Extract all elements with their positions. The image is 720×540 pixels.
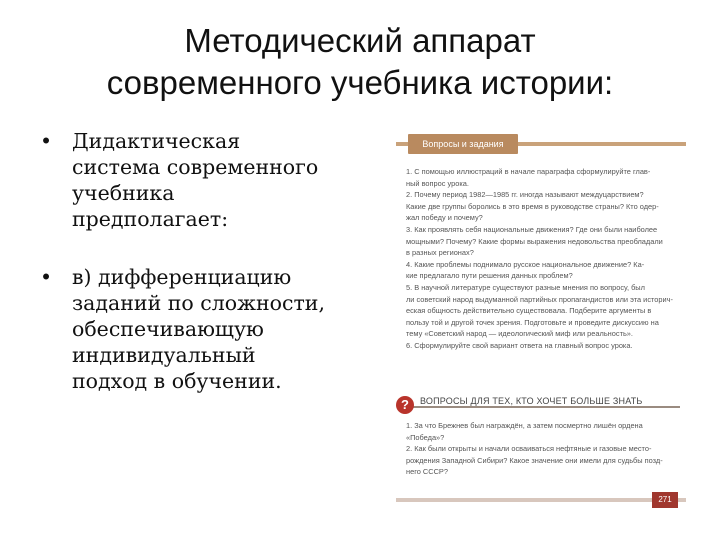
question-line: 2. Как были открыты и начали осваиваться нефтяные и газовые место- — [406, 444, 652, 454]
bullet-line: Дидактическая — [72, 129, 241, 153]
question-line: 3. Как проявлять себя национальные движения? Где они были наиболее — [406, 224, 658, 234]
extra-questions-list — [406, 420, 678, 478]
question-line: тему «Советский народ — идеологический миф или реальность». — [406, 329, 633, 339]
bullet-line: обеспечивающую — [72, 317, 264, 341]
question-line: 6. Сформулируйте свой вариант ответа на главный вопрос урока. — [406, 340, 633, 350]
bullet-list — [38, 128, 383, 394]
page-footer-bar — [396, 498, 686, 502]
slide-title-line-1: Методический аппарат — [184, 22, 536, 59]
slide-title-line-2: современного учебника истории: — [106, 64, 614, 101]
textbook-page-image — [396, 128, 686, 520]
slide-title — [40, 20, 680, 104]
bullet-marker: • — [40, 129, 53, 153]
question-line: 4. Какие проблемы поднимало русское национальное движение? Ка- — [406, 259, 645, 269]
question-item — [406, 224, 678, 259]
bullet-line: система современного — [72, 155, 319, 179]
bullet-line: заданий по сложности, — [72, 291, 325, 315]
question-line: в разных регионах? — [406, 248, 474, 258]
question-line: пользу той и другой точек зрения. Подготовьте и проведите дискуссию на — [406, 317, 659, 327]
question-line: еская общность действительно существовала. Подберите аргументы в — [406, 306, 652, 316]
section-divider — [410, 406, 680, 408]
question-item — [406, 166, 678, 189]
question-line: него СССР? — [406, 467, 448, 477]
question-item — [406, 420, 678, 443]
bullet-item — [38, 128, 383, 232]
questions-list — [406, 166, 678, 352]
question-line: рождения Западной Сибири? Какое значение они имели для судьбы позд- — [406, 455, 663, 465]
question-line: 1. За что Брежнев был награждён, а затем посмертно лишён ордена — [406, 421, 643, 430]
question-item — [406, 259, 678, 282]
question-item — [406, 340, 678, 352]
extra-section-title: ВОПРОСЫ ДЛЯ ТЕХ, КТО ХОЧЕТ БОЛЬШЕ ЗНАТЬ — [420, 396, 643, 406]
bullet-marker: • — [40, 265, 53, 289]
bullet-line: подход в обучении. — [72, 369, 282, 393]
section-header-tab: Вопросы и задания — [408, 134, 518, 154]
page-number: 271 — [652, 492, 678, 508]
bullet-item — [38, 264, 383, 394]
question-line: 5. В научной литературе существуют разные мнения по вопросу, был — [406, 282, 645, 292]
question-line: ли советский народ выдуманной партийных пропагандистов или эта историч- — [406, 294, 673, 304]
question-line: кие предлагало пути решения данных проблем? — [406, 271, 573, 281]
bullet-line: предполагает: — [72, 207, 229, 231]
question-item — [406, 282, 678, 340]
question-line: 2. Почему период 1982—1985 гг. иногда называют междуцарствием? — [406, 190, 644, 200]
bullet-line: в) дифференциацию — [72, 265, 292, 289]
question-line: «Победа»? — [406, 432, 445, 442]
question-line: Какие две группы боролись в это время в руководстве страны? Кто одер- — [406, 201, 659, 211]
question-line: ный вопрос урока. — [406, 178, 469, 188]
question-item — [406, 443, 678, 478]
question-mark-icon: ? — [396, 396, 414, 414]
question-line: жал победу и почему? — [406, 213, 483, 223]
question-line: 1. С помощью иллюстраций в начале параграфа сформулируйте глав- — [406, 167, 651, 176]
question-item — [406, 189, 678, 224]
question-line: мощными? Почему? Какие формы выражения недовольства преобладали — [406, 236, 663, 246]
bullet-line: индивидуальный — [72, 343, 256, 367]
bullet-line: учебника — [72, 181, 175, 205]
